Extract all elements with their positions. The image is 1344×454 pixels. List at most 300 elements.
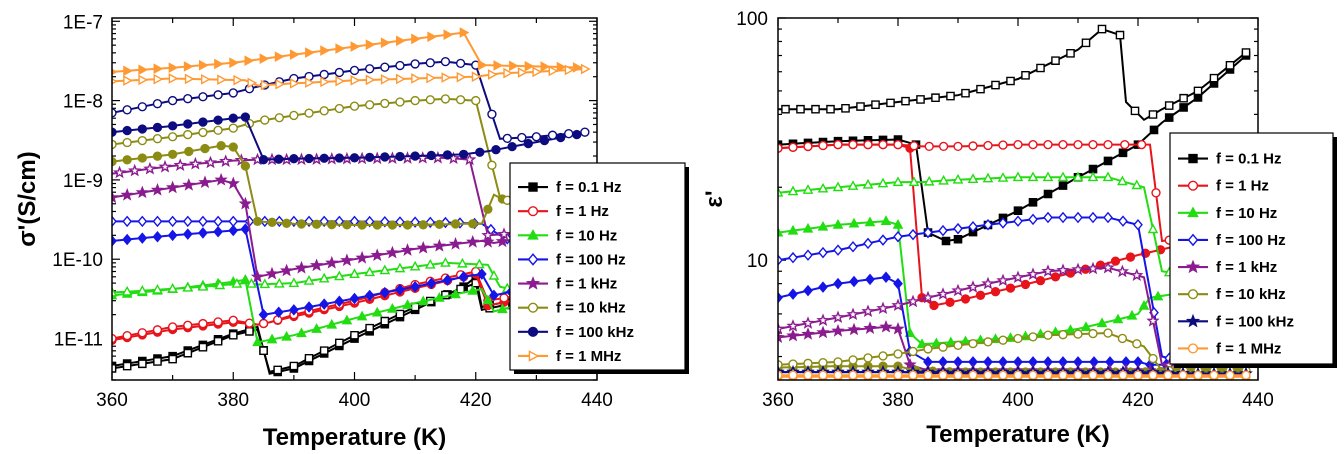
data-point: [849, 371, 857, 379]
data-point: [218, 76, 226, 84]
data-point: [909, 347, 917, 355]
data-point: [954, 371, 962, 379]
data-point: [938, 289, 948, 298]
data-point: [788, 331, 798, 340]
data-point: [260, 347, 267, 354]
data-point: [488, 110, 496, 118]
data-point: [1149, 371, 1157, 379]
y-tick-label: 1E-7: [62, 12, 103, 34]
x-tick-label: 420: [459, 390, 492, 411]
legend-label: f = 100 kHz: [556, 323, 634, 341]
data-point: [508, 143, 516, 151]
data-point: [139, 360, 146, 367]
data-point: [910, 142, 918, 150]
data-point: [789, 253, 797, 262]
data-point: [984, 142, 992, 150]
data-point: [834, 141, 842, 149]
data-point: [366, 65, 374, 73]
data-point: [381, 153, 389, 161]
data-point: [169, 356, 176, 363]
data-point: [834, 358, 842, 366]
data-point: [848, 309, 858, 318]
data-point: [998, 276, 1008, 285]
data-point: [328, 221, 336, 229]
data-point: [168, 183, 178, 192]
data-point: [124, 67, 132, 75]
x-tick-label: 360: [96, 390, 128, 411]
data-point: [549, 67, 557, 75]
legend-label: f = 10 kHz: [1216, 286, 1286, 304]
data-point: [1131, 107, 1138, 114]
data-point: [138, 103, 146, 111]
data-point: [864, 354, 872, 362]
data-point: [123, 235, 131, 244]
data-point: [540, 137, 548, 145]
data-point: [184, 131, 192, 139]
data-point: [154, 326, 162, 334]
data-point: [510, 62, 518, 70]
data-point: [804, 286, 812, 295]
data-point: [1059, 213, 1067, 222]
data-point: [184, 180, 194, 189]
data-point: [488, 161, 496, 169]
data-point: [894, 350, 902, 358]
data-point: [872, 101, 879, 108]
data-point: [1180, 104, 1187, 111]
data-point: [1180, 95, 1187, 102]
data-point: [351, 332, 358, 339]
data-point: [321, 46, 329, 54]
data-point: [812, 106, 819, 113]
data-point: [954, 142, 962, 150]
data-point: [1074, 213, 1082, 222]
data-point: [123, 106, 131, 114]
data-point: [186, 75, 194, 83]
legend-marker: [1189, 155, 1197, 163]
data-point: [1149, 225, 1157, 233]
data-point: [879, 371, 887, 379]
legend-label: f = 0.1 Hz: [556, 179, 622, 197]
data-point: [954, 236, 961, 243]
data-point: [215, 60, 223, 68]
data-point: [849, 242, 857, 251]
data-point: [123, 156, 131, 164]
legend-label: f = 100 Hz: [1216, 231, 1286, 249]
data-point: [154, 152, 162, 160]
data-point: [500, 294, 508, 302]
data-point: [305, 109, 313, 117]
y-axis-title: σ'(S/cm): [14, 151, 41, 247]
data-point: [435, 241, 445, 250]
data-point: [1149, 111, 1156, 118]
data-point: [1043, 266, 1053, 275]
data-point: [123, 217, 131, 226]
data-point: [201, 145, 209, 153]
legend-marker: [529, 183, 537, 191]
data-point: [214, 318, 222, 326]
data-point: [969, 340, 977, 348]
data-point: [388, 248, 398, 257]
x-axis-title: Temperature (K): [926, 421, 1110, 448]
data-point: [397, 75, 405, 83]
data-point: [865, 323, 875, 332]
data-point: [290, 111, 298, 119]
data-point: [214, 116, 222, 124]
data-point: [968, 282, 978, 291]
data-point: [1089, 330, 1097, 338]
data-point: [154, 232, 162, 241]
data-point: [503, 134, 511, 142]
data-point: [819, 142, 827, 150]
data-point: [1073, 265, 1083, 274]
data-point: [834, 245, 842, 254]
data-point: [804, 142, 812, 150]
data-point: [1104, 371, 1112, 379]
data-point: [1194, 371, 1202, 379]
data-point: [1044, 213, 1052, 222]
data-point: [274, 366, 281, 373]
data-point: [977, 291, 985, 299]
data-point: [924, 371, 932, 379]
data-point: [404, 221, 412, 229]
data-point: [145, 164, 155, 173]
data-point: [199, 118, 207, 126]
data-point: [1007, 77, 1014, 84]
data-point: [312, 260, 322, 269]
data-point: [992, 288, 1000, 296]
data-point: [833, 326, 843, 335]
data-point: [468, 237, 478, 246]
data-point: [411, 97, 419, 105]
data-point: [199, 93, 207, 101]
data-point: [320, 154, 328, 162]
data-point: [1179, 371, 1187, 379]
data-point: [833, 312, 843, 321]
legend-label: f = 1 MHz: [556, 347, 622, 365]
x-tick-label: 380: [882, 390, 914, 411]
data-point: [1104, 213, 1112, 222]
data-point: [457, 96, 465, 104]
data-point: [184, 350, 191, 357]
data-point: [154, 65, 162, 73]
data-point: [1029, 199, 1036, 206]
data-point: [282, 266, 292, 275]
legend-marker: [529, 327, 538, 336]
data-point: [863, 306, 873, 315]
data-point: [261, 116, 269, 124]
y-tick-label: 10: [746, 251, 768, 273]
data-point: [372, 250, 382, 259]
data-point: [887, 99, 894, 106]
data-point: [1164, 371, 1172, 379]
y-tick-label: 1E-10: [52, 250, 103, 272]
data-point: [214, 227, 222, 236]
data-point: [460, 150, 468, 158]
data-point: [1242, 371, 1250, 379]
data-point: [1133, 340, 1141, 348]
x-tick-label: 380: [217, 390, 250, 411]
data-point: [1067, 50, 1074, 57]
legend-label: f = 1 kHz: [556, 275, 618, 293]
data-point: [499, 229, 509, 238]
data-point: [130, 166, 140, 175]
data-point: [427, 152, 435, 160]
legend-label: f = 1 Hz: [556, 203, 609, 221]
data-point: [444, 31, 452, 39]
legend-label: f = 0.1 Hz: [1216, 150, 1282, 168]
data-point: [388, 221, 396, 229]
data-point: [139, 76, 147, 84]
data-point: [879, 141, 887, 149]
data-point: [435, 220, 443, 228]
x-tick-label: 440: [1242, 390, 1274, 411]
data-point: [1044, 190, 1051, 197]
data-point: [138, 137, 146, 145]
data-point: [382, 75, 390, 83]
legend-label: f = 1 Hz: [1216, 177, 1269, 195]
data-point: [1132, 270, 1142, 279]
data-point: [229, 124, 237, 132]
data-point: [894, 141, 902, 149]
data-point: [1029, 371, 1037, 379]
data-point: [124, 76, 132, 84]
data-point: [234, 76, 242, 84]
data-point: [306, 48, 314, 56]
legend: [1170, 133, 1337, 368]
data-point: [489, 70, 497, 78]
data-point: [241, 162, 249, 170]
data-point: [202, 75, 210, 83]
data-point: [1098, 25, 1105, 32]
data-point: [214, 126, 222, 134]
data-point: [932, 94, 939, 101]
data-point: [484, 205, 492, 213]
data-point: [1044, 371, 1052, 379]
data-point: [428, 33, 436, 41]
data-point: [1119, 371, 1127, 379]
data-point: [917, 96, 924, 103]
data-point: [124, 362, 131, 369]
data-point: [1007, 284, 1015, 292]
x-tick-label: 400: [1002, 390, 1034, 411]
data-point: [200, 61, 208, 69]
data-point: [1074, 330, 1082, 338]
data-point: [827, 106, 834, 113]
data-point: [1089, 371, 1097, 379]
data-point: [788, 321, 798, 330]
data-point: [1149, 355, 1157, 363]
data-point: [947, 92, 954, 99]
data-point: [1052, 57, 1059, 64]
data-point: [418, 243, 428, 252]
data-point: [245, 57, 253, 65]
data-point: [1052, 273, 1060, 281]
data-point: [866, 275, 874, 284]
data-point: [849, 356, 857, 364]
data-point: [492, 146, 500, 154]
data-point: [894, 279, 902, 288]
data-point: [229, 143, 237, 151]
data-point: [366, 76, 374, 84]
data-point: [894, 371, 902, 379]
data-point: [879, 352, 887, 360]
legend-label: f = 100 Hz: [556, 251, 626, 269]
data-point: [1037, 64, 1044, 71]
data-point: [954, 341, 962, 349]
data-point: [1044, 141, 1052, 149]
data-point: [267, 269, 277, 278]
data-point: [1118, 334, 1126, 342]
data-point: [297, 220, 305, 228]
data-point: [1104, 157, 1111, 164]
data-point: [154, 358, 161, 365]
data-point: [789, 289, 797, 298]
data-point: [169, 133, 177, 141]
data-point: [954, 224, 962, 233]
data-point: [984, 338, 992, 346]
data-point: [123, 127, 131, 135]
data-point: [184, 95, 192, 103]
data-point: [1059, 182, 1066, 189]
data-point: [803, 318, 813, 327]
data-point: [1148, 316, 1158, 325]
data-point: [217, 142, 225, 150]
data-point: [1112, 257, 1120, 265]
data-point: [939, 371, 947, 379]
data-point: [221, 156, 231, 165]
data-point: [849, 141, 857, 149]
data-point: [336, 339, 343, 346]
data-point: [443, 151, 451, 159]
legend-marker: [1189, 290, 1198, 299]
data-point: [274, 316, 282, 324]
data-point: [803, 329, 813, 338]
data-point: [199, 344, 206, 351]
data-point: [214, 338, 221, 345]
data-point: [939, 226, 947, 235]
data-point: [1059, 331, 1067, 339]
data-point: [1116, 31, 1123, 38]
data-point: [214, 217, 222, 226]
data-point: [241, 113, 249, 121]
data-point: [902, 98, 909, 105]
data-point: [1138, 141, 1146, 149]
data-point: [351, 42, 359, 50]
data-point: [1119, 149, 1126, 156]
data-point: [999, 371, 1007, 379]
data-point: [327, 258, 337, 267]
data-point: [335, 105, 343, 113]
data-point: [169, 64, 177, 72]
data-point: [882, 273, 890, 282]
data-point: [246, 328, 253, 335]
data-point: [518, 134, 526, 142]
data-point: [396, 62, 404, 70]
data-point: [834, 279, 842, 288]
data-point: [925, 142, 933, 150]
data-point: [351, 66, 359, 74]
data-point: [1194, 87, 1201, 94]
data-point: [154, 100, 162, 108]
data-point: [169, 97, 177, 105]
legend-label: f = 10 Hz: [556, 227, 618, 245]
x-axis-title: Temperature (K): [262, 424, 447, 451]
data-point: [582, 65, 590, 73]
data-point: [797, 106, 804, 113]
data-point: [154, 135, 162, 143]
legend-marker: [1189, 181, 1198, 190]
data-point: [381, 99, 389, 107]
data-point: [782, 106, 789, 113]
data-point: [381, 63, 389, 71]
legend-marker: [1189, 344, 1198, 353]
data-point: [908, 297, 918, 306]
data-point: [184, 217, 192, 226]
data-point: [139, 66, 147, 74]
data-point: [229, 89, 237, 97]
data-point: [1118, 267, 1128, 276]
legend-label: f = 10 kHz: [556, 299, 626, 317]
data-point: [366, 153, 374, 161]
data-point: [351, 102, 359, 110]
y-tick-label: 100: [736, 9, 768, 30]
data-point: [479, 61, 487, 69]
data-point: [457, 73, 465, 81]
data-point: [229, 179, 239, 188]
data-point: [396, 310, 403, 317]
data-point: [184, 321, 192, 329]
data-point: [343, 221, 351, 229]
data-point: [953, 286, 963, 295]
data-point: [260, 310, 268, 319]
data-point: [283, 219, 291, 227]
data-point: [1013, 272, 1023, 281]
data-point: [275, 114, 283, 122]
data-point: [1119, 216, 1127, 225]
data-point: [946, 298, 954, 306]
data-point: [297, 263, 307, 272]
data-point: [138, 329, 146, 337]
legend-label: f = 10 Hz: [1216, 204, 1278, 222]
data-point: [984, 371, 992, 379]
data-point: [1022, 72, 1029, 79]
data-point: [864, 371, 872, 379]
data-point: [138, 188, 148, 197]
data-point: [1074, 141, 1082, 149]
data-point: [1028, 269, 1038, 278]
legend-label: f = 1 MHz: [1216, 340, 1282, 358]
data-point: [199, 228, 207, 237]
data-point: [469, 220, 477, 228]
data-point: [969, 371, 977, 379]
data-point: [185, 148, 193, 156]
data-point: [940, 142, 948, 150]
data-point: [441, 95, 449, 103]
data-point: [169, 122, 177, 130]
data-point: [1152, 189, 1160, 197]
data-point: [1104, 141, 1112, 149]
data-point: [942, 237, 949, 244]
data-point: [999, 336, 1007, 344]
data-point: [426, 96, 434, 104]
data-point: [1029, 215, 1037, 224]
data-point: [138, 125, 146, 133]
data-point: [1074, 371, 1082, 379]
data-point: [1089, 213, 1097, 222]
data-point: [230, 332, 237, 339]
data-point: [351, 76, 359, 84]
data-point: [1121, 141, 1129, 149]
